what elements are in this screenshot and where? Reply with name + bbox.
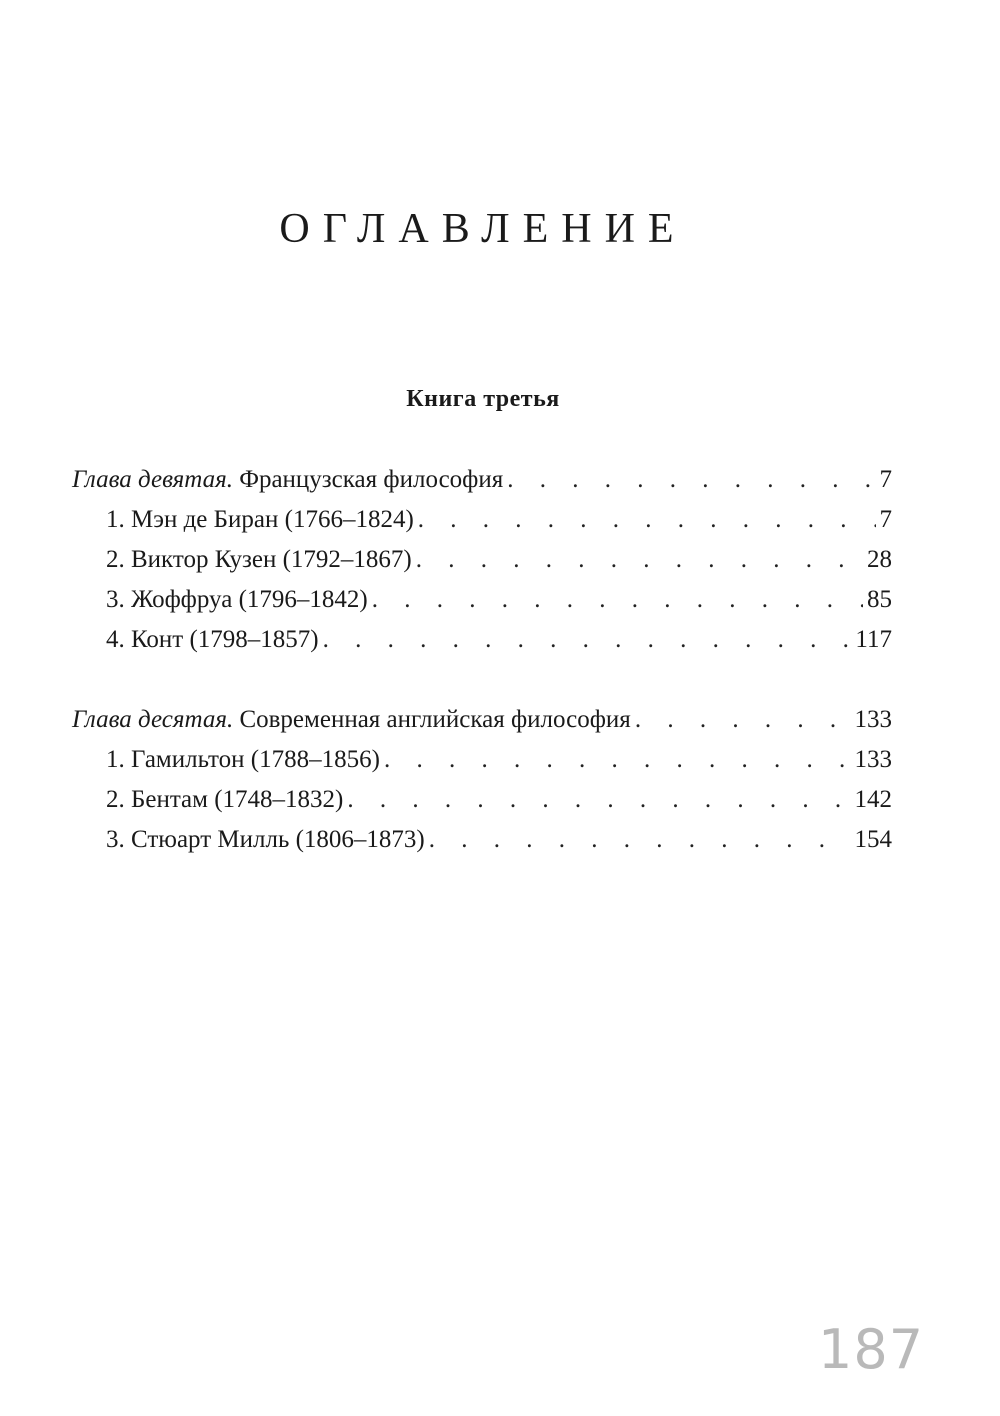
dot-leader xyxy=(323,620,852,660)
dot-leader xyxy=(418,500,876,540)
page-number: 142 xyxy=(854,786,892,813)
chapter-label xyxy=(72,700,631,740)
page-number: 7 xyxy=(879,466,892,493)
toc-section[interactable] xyxy=(106,580,892,620)
section-label: 1. Мэн де Биран (1766–1824) xyxy=(106,506,414,533)
section-label: 3. Жоффруа (1796–1842) xyxy=(106,586,368,613)
dot-leader xyxy=(372,580,863,620)
chapter-title: Французская философия xyxy=(239,466,504,493)
page-title: ОГЛАВЛЕНИЕ xyxy=(279,206,687,252)
chapter-title: Современная английская философия xyxy=(239,706,631,733)
chapter-number: Глава девятая. xyxy=(72,466,233,493)
dot-leader xyxy=(416,540,863,580)
section-label: 1. Гамильтон (1788–1856) xyxy=(106,746,380,773)
chapter-label xyxy=(72,460,503,500)
section-label: 2. Виктор Кузен (1792–1867) xyxy=(106,546,412,573)
page-number: 7 xyxy=(879,506,892,533)
book-heading: Книга третья xyxy=(406,386,560,412)
toc-section[interactable] xyxy=(106,740,892,780)
dot-leader xyxy=(635,700,851,740)
page-number: 85 xyxy=(867,586,892,613)
section-label: 2. Бентам (1748–1832) xyxy=(106,786,344,813)
dot-leader xyxy=(384,740,851,780)
page-number: 133 xyxy=(854,746,892,773)
chapter-number: Глава десятая. xyxy=(72,706,234,733)
toc-section[interactable] xyxy=(106,540,892,580)
toc-chapter-10[interactable] xyxy=(72,700,892,740)
toc-section[interactable] xyxy=(106,500,892,540)
folio-page-number: 187 xyxy=(818,1318,925,1381)
toc-section[interactable] xyxy=(106,820,892,860)
section-label: 4. Конт (1798–1857) xyxy=(106,626,319,653)
toc-chapter-9[interactable] xyxy=(72,460,892,500)
dot-leader xyxy=(507,460,875,500)
dot-leader xyxy=(429,820,851,860)
toc-section[interactable] xyxy=(106,780,892,820)
page-number: 154 xyxy=(854,826,892,853)
page-number: 117 xyxy=(855,626,892,653)
page-number: 28 xyxy=(867,546,892,573)
toc-section[interactable] xyxy=(106,620,892,660)
dot-leader xyxy=(347,780,850,820)
page-number: 133 xyxy=(854,706,892,733)
section-label: 3. Стюарт Милль (1806–1873) xyxy=(106,826,425,853)
